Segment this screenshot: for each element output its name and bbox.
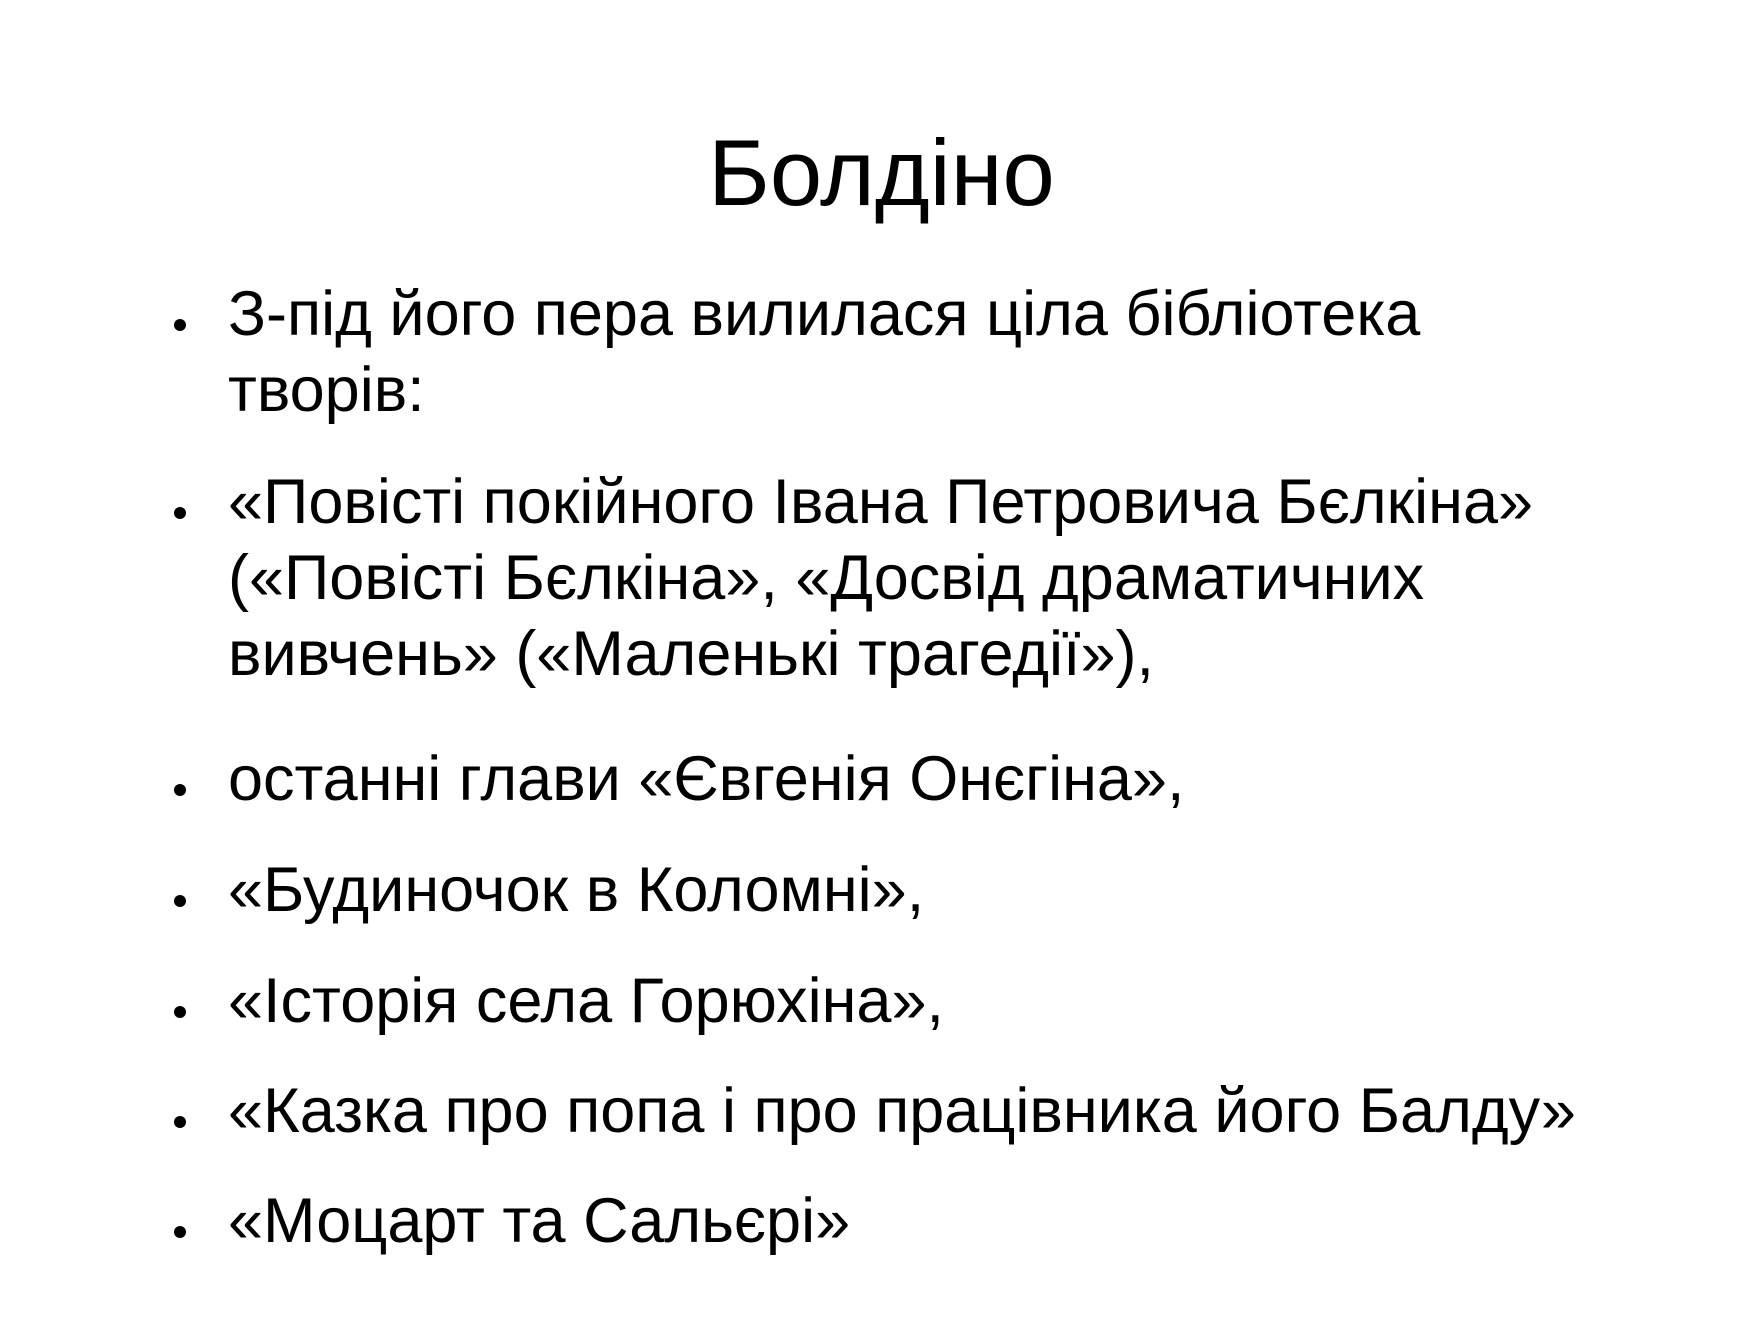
bullet-dot-icon (174, 319, 186, 331)
list-item-text: З-під його пера вилилася ціла бібліотека творів: (228, 279, 1421, 425)
list-item-text: «Історія села Горюхіна», (228, 966, 945, 1036)
list-item-text: останні глави «Євгенія Онєгіна», (228, 744, 1185, 814)
bullet-dot-icon (174, 895, 186, 907)
list-item-text: «Казка про попа і про працівника його Балду» (228, 1076, 1576, 1146)
bullet-dot-icon (174, 784, 186, 796)
bullet-dot-icon (174, 1116, 186, 1128)
list-item-text: «Моцарт та Сальєрі» (228, 1186, 851, 1256)
bullet-dot-icon (174, 1006, 186, 1018)
bullet-dot-icon (174, 1226, 186, 1238)
list-item-text: «Будиночок в Коломні», (228, 855, 925, 925)
bullet-dot-icon (174, 507, 186, 519)
slide-title: Болдіно (708, 120, 1055, 225)
list-item-text: «Повісті покійного Івана Петровича Бєлкіна» («Повісті Бєлкіна», «Досвід драматичних вивчень» («Маленькі трагедії»), (228, 467, 1534, 689)
